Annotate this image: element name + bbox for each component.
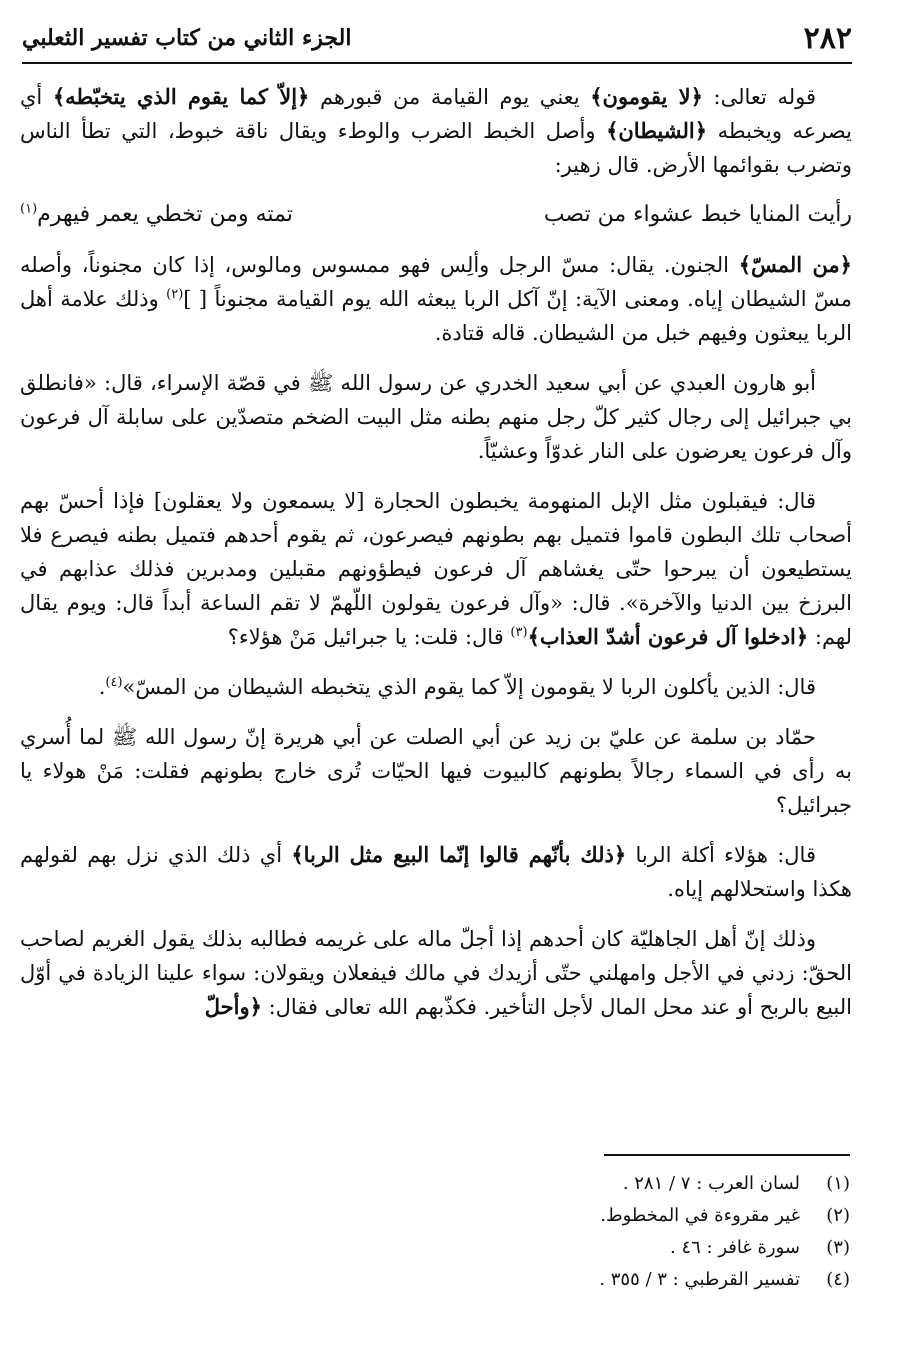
footnote-text: لسان العرب : ٧ / ٢٨١ . xyxy=(622,1173,800,1194)
text-span: تمته ومن تخطي يعمر فيهرم xyxy=(37,202,293,227)
text-span: أي ذلك الذي نزل بهم لقولهم هكذا واستحلالهم إياه. xyxy=(20,843,852,901)
text-span: قوله تعالى: xyxy=(702,85,817,109)
quran-quote: ﴿إلاّ كما يقوم الذي يتخبّطه﴾ xyxy=(52,84,310,109)
text-span: قال: الذين يأكلون الربا لا يقومون إلاّ كما يقوم الذي يتخبطه الشيطان من المسّ» xyxy=(122,675,816,699)
paragraph-5 xyxy=(20,670,852,704)
verse-hemistich-2 xyxy=(20,198,293,232)
paragraph-6: حمّاد بن سلمة عن عليّ بن زيد عن أبي الصلت عن أبي هريرة إنّ رسول الله ﷺ لما أُسري به رأى في السماء رجالاً بطونهم كالبيوت فيها الحيّات تُرى خارج بطونهم فقلت: مَنْ هولاء يا جبرائيل؟ xyxy=(20,725,852,817)
quran-quote: ﴿الشيطان﴾ xyxy=(606,118,708,143)
text-span: وذلك علامة أهل الربا يبعثون وفيهم خبل من الشيطان. قاله قتادة. xyxy=(20,287,852,345)
text-span: وذلك إنّ أهل الجاهليّة كان أحدهم إذا أجلّ ماله على غريمه فطالبه بذلك يقول الغريم لصاحب الحقّ: زدني في الأجل وامهلني حتّى أزيدك في مالك فيفعلان ويقولان: سواء علينا الزيادة في أوّل البيع بالربح أو عند محل المال لأجل التأخير. فكذّبهم الله تعالى فقال: xyxy=(20,927,852,1019)
paragraph-7 xyxy=(20,838,852,906)
footnote xyxy=(440,1168,850,1200)
text-span: قال: فيقبلون مثل الإبل المنهومة يخبطون الحجارة [لا يسمعون ولا يعقلون] فإذا أحسّ بهم أصحاب تلك البطون قاموا فتميل بهم بطونهم فيصرعون، ثم يقوم أحدهم فتميل بطنه فيصرع فلا يستطيعون أن يبرحوا حتّى يغشاهم آل فرعون فيطؤونهم مقبلين ومدبرين فذلك عذابهم في البرزخ بين الدنيا والآخرة». قال: «وآل فرعون يقولون اللّهمّ لا تقم الساعة أبداً قال: ويوم يقال لهم: xyxy=(20,489,852,649)
paragraph-3: أبو هارون العبدي عن أبي سعيد الخدري عن رسول الله ﷺ في قصّة الإسراء، قال: «فانطلق بي جبرائيل إلى رجال كثير كلّ رجل منهم بطنه مثل البيت الضخم متصدّين على سابلة آل فرعون وآل فرعون يعرضون على النار غدوّاً وعشيّاً. xyxy=(20,371,852,463)
paragraph-8 xyxy=(20,922,852,1024)
text-span: الجنون. يقال: مسّ الرجل وألِس فهو ممسوس ومالوس، إذا كان مجنوناً، وأصله مسّ الشيطان إياه. ومعنى الآية: إنّ آكل الربا يبعثه الله يوم القيامة مجنوناً [ ] xyxy=(20,253,852,311)
footnote-ref: (١) xyxy=(20,201,38,217)
page-header xyxy=(22,14,852,64)
poetry-verse xyxy=(20,198,852,232)
text-span: . xyxy=(98,675,106,699)
footnote xyxy=(440,1264,850,1296)
paragraph-1 xyxy=(20,80,852,182)
text-span: يعني يوم القيامة من قبورهم xyxy=(309,85,591,109)
page-number: ٢٨٢ xyxy=(803,20,852,56)
text-span: وأصل الخبط الضرب والوطء ويقال ناقة خبوط، التي تطأ الناس وتضرب بقوائمها الأرض. قال زهير: xyxy=(20,119,852,177)
footnote-ref: (٤) xyxy=(105,675,123,690)
quran-quote: ﴿لا يقومون﴾ xyxy=(590,84,703,109)
footnote-number: (٣) xyxy=(826,1237,850,1258)
text-span: أي يصرعه ويخبطه xyxy=(20,85,852,143)
footnote-number: (٤) xyxy=(826,1269,850,1290)
footnote-ref: (٢) xyxy=(166,287,184,302)
footnote xyxy=(440,1232,850,1264)
verse-hemistich-1: رأيت المنايا خبط عشواء من تصب xyxy=(543,202,852,227)
paragraph-2 xyxy=(20,248,852,350)
footnote-text: تفسير القرطبي : ٣ / ٣٥٥ . xyxy=(599,1269,800,1290)
footnote xyxy=(440,1200,850,1232)
quran-quote: ﴿ذلك بأنّهم قالوا إنّما البيع مثل الربا﴾ xyxy=(291,842,627,867)
footnotes xyxy=(440,1168,850,1296)
footnote-ref: (٣) xyxy=(510,625,528,640)
footnote-text: غير مقروءة في المخطوط. xyxy=(600,1205,800,1226)
footnote-number: (٢) xyxy=(826,1205,850,1226)
quran-quote: ﴿ادخلوا آل فرعون أشدّ العذاب﴾ xyxy=(527,624,809,649)
text-span: قال: هؤلاء أكلة الربا xyxy=(626,843,816,867)
main-text xyxy=(20,80,852,1040)
paragraph-4 xyxy=(20,484,852,654)
quran-quote: ﴿من المسّ﴾ xyxy=(738,252,852,277)
running-title: الجزء الثاني من كتاب تفسير الثعلبي xyxy=(22,25,352,51)
text-span: قال: قلت: يا جبرائيل مَنْ هؤلاء؟ xyxy=(227,625,511,649)
footnote-text: سورة غافر : ٤٦ . xyxy=(670,1237,800,1258)
quran-quote: ﴿وأحلّ xyxy=(204,994,262,1019)
footnote-number: (١) xyxy=(826,1173,850,1194)
footnote-divider xyxy=(604,1154,850,1156)
